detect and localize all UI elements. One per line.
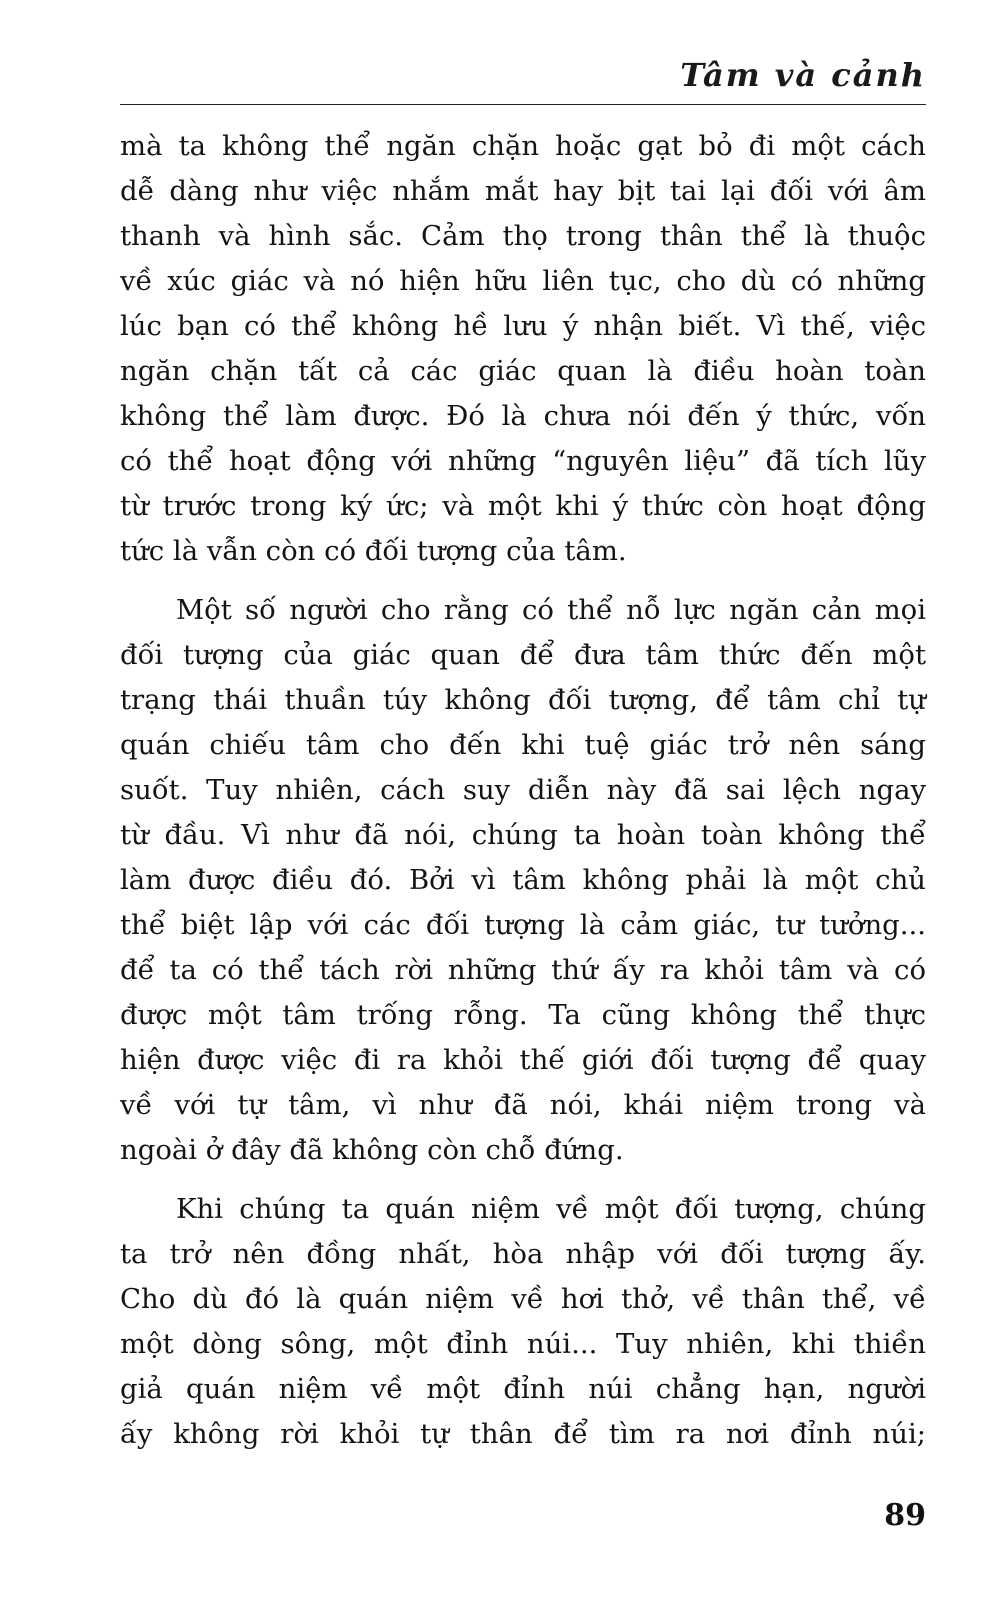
text-line: trạng thái thuần túy không đối tượng, để tâm chỉ tự	[120, 684, 926, 716]
text-line: Khi chúng ta quán niệm về một đối tượng, chúng	[176, 1193, 926, 1225]
text-line: được một tâm trống rỗng. Ta cũng không thể thực	[120, 999, 926, 1031]
text-line: về xúc giác và nó hiện hữu liên tục, cho dù có những	[120, 265, 926, 297]
text-line: về với tự tâm, vì như đã nói, khái niệm trong và	[120, 1089, 926, 1121]
text-line: tức là vẫn còn có đối tượng của tâm.	[120, 535, 627, 567]
text-line: lúc bạn có thể không hề lưu ý nhận biết. Vì thế, việc	[120, 310, 926, 342]
page-number: 89	[884, 1498, 926, 1533]
text-line: thể biệt lập với các đối tượng là cảm giác, tư tưởng...	[120, 909, 926, 941]
text-line: thanh và hình sắc. Cảm thọ trong thân thể là thuộc	[120, 220, 926, 252]
text-line: giả quán niệm về một đỉnh núi chẳng hạn, người	[120, 1373, 926, 1405]
paragraph-1	[120, 124, 926, 574]
text-line: Cho dù đó là quán niệm về hơi thở, về thân thể, về	[120, 1283, 926, 1315]
text-line: hiện được việc đi ra khỏi thế giới đối tượng để quay	[120, 1044, 926, 1076]
text-line: ta trở nên đồng nhất, hòa nhập với đối tượng ấy.	[120, 1238, 926, 1270]
text-line: ngoài ở đây đã không còn chỗ đứng.	[120, 1134, 624, 1166]
paragraph-3	[120, 1187, 926, 1457]
text-line: ngăn chặn tất cả các giác quan là điều hoàn toàn	[120, 355, 926, 387]
paragraph-2	[120, 588, 926, 1173]
text-line: quán chiếu tâm cho đến khi tuệ giác trở nên sáng	[120, 729, 926, 761]
text-line: Một số người cho rằng có thể nỗ lực ngăn cản mọi	[176, 594, 926, 626]
text-line: để ta có thể tách rời những thứ ấy ra khỏi tâm và có	[120, 954, 926, 986]
running-header	[120, 52, 926, 105]
text-line: đối tượng của giác quan để đưa tâm thức đến một	[120, 639, 926, 671]
text-line: làm được điều đó. Bởi vì tâm không phải là một chủ	[120, 864, 926, 896]
text-line: suốt. Tuy nhiên, cách suy diễn này đã sai lệch ngay	[120, 774, 926, 806]
text-line: ấy không rời khỏi tự thân để tìm ra nơi đỉnh núi;	[120, 1418, 926, 1450]
text-line: không thể làm được. Đó là chưa nói đến ý thức, vốn	[120, 400, 926, 432]
text-line: từ đầu. Vì như đã nói, chúng ta hoàn toàn không thể	[120, 819, 926, 851]
text-line: mà ta không thể ngăn chặn hoặc gạt bỏ đi một cách	[120, 130, 926, 162]
text-line: dễ dàng như việc nhắm mắt hay bịt tai lại đối với âm	[120, 175, 926, 207]
text-line: từ trước trong ký ức; và một khi ý thức còn hoạt động	[120, 490, 926, 522]
body-text	[120, 124, 926, 1471]
text-line: có thể hoạt động với những “nguyên liệu” đã tích lũy	[120, 445, 926, 477]
chapter-title: Tâm và cảnh	[680, 56, 926, 94]
text-line: một dòng sông, một đỉnh núi... Tuy nhiên, khi thiền	[120, 1328, 926, 1360]
